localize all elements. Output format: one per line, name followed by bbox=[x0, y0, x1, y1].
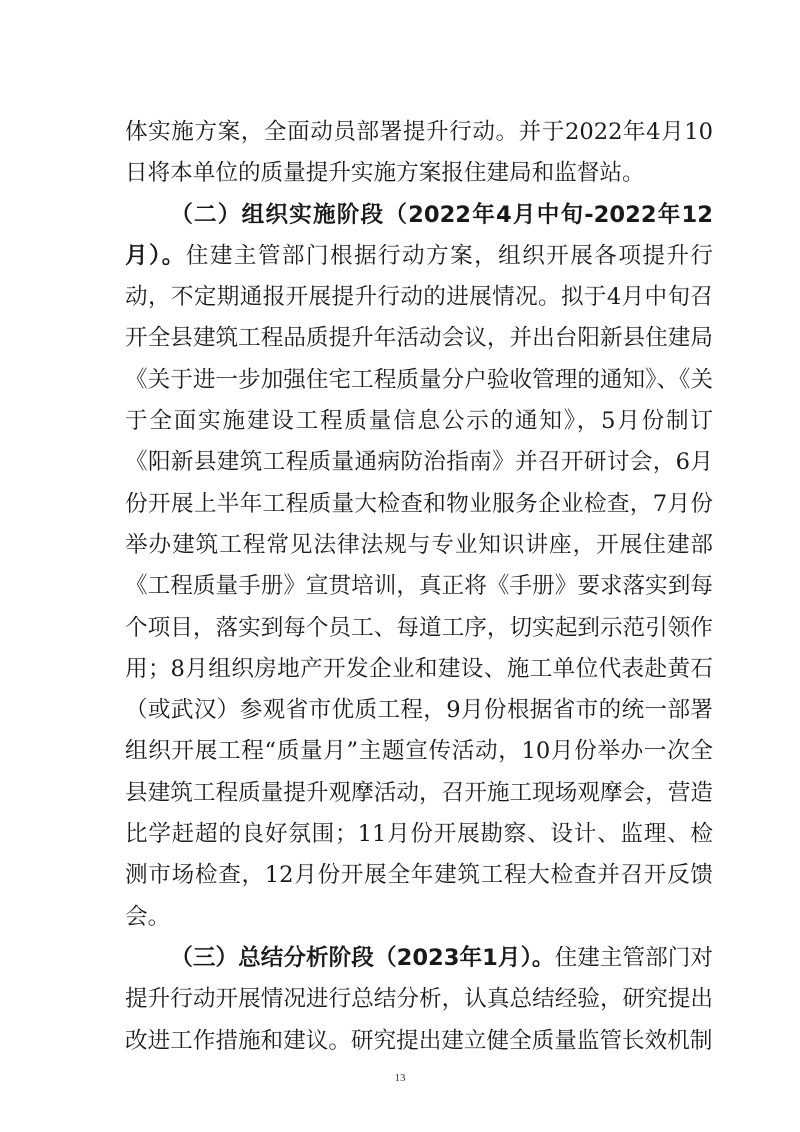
section-2-heading: （二）组织实施阶段（2022年4月中旬-2022年12月）。 bbox=[125, 201, 713, 269]
section-2-paragraph bbox=[125, 195, 713, 938]
section-3-heading: （三）总结分析阶段（2023年1月）。 bbox=[170, 944, 555, 971]
section-3-body: 住建主管部门对提升行动开展情况进行总结分析，认真总结经验，研究提出改进工作措施和建议。研究提出建立健全质量监管长效机制 bbox=[125, 944, 713, 1054]
section-3-paragraph bbox=[125, 938, 713, 1062]
page-number: 13 bbox=[394, 1072, 406, 1084]
continued-paragraph: 体实施方案，全面动员部署提升行动。并于2022年4月10日将本单位的质量提升实施方案报住建局和监督站。 bbox=[125, 119, 713, 187]
section-2-body: 住建主管部门根据行动方案，组织开展各项提升行动，不定期通报开展提升行动的进展情况。拟于4月中旬召开全县建筑工程品质提升年活动会议，并出台阳新县住建局《关于进一步加强住宅工程质量分户验收管理的通知》、《关于全面实施建设工程质量信息公示的通知》，5月份制订《阳新县建筑工程质量通病防治指南》并召开研讨会，6月份开展上半年工程质量大检查和物业服务企业检查，7月份举办建筑工程常见法律法规与专业知识讲座，开展住建部《工程质量手册》宣贯培训，真正将《手册》要求落实到每个项目，落实到每个员工、每道工序，切实起到示范引领作用；8月组织房地产开发企业和建设、施工单位代表赴黄石（或武汉）参观省市优质工程，9月份根据省市的统一部署组织开展工程“质量月”主题宣传活动，10月份举办一次全县建筑工程质量提升观摩活动，召开施工现场观摩会，营造比学赶超的良好氛围；11月份开展勘察、设计、监理、检测市场检查，12月份开展全年建筑工程大检查并召开反馈会。 bbox=[125, 242, 714, 930]
body-text bbox=[125, 112, 713, 1062]
